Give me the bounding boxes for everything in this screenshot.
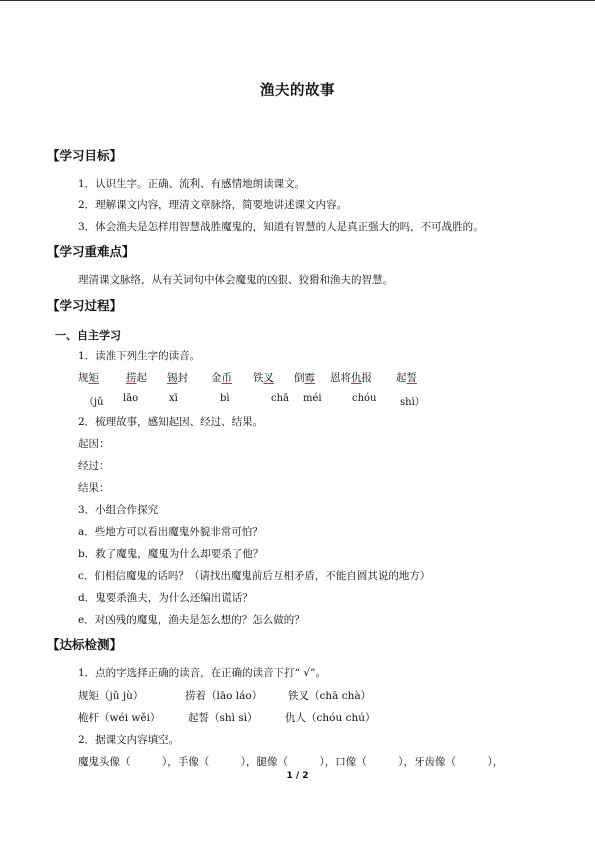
word-item: 锡封: [167, 372, 188, 384]
process-label: 经过：: [78, 460, 110, 472]
cause-label: 起因：: [78, 438, 110, 450]
question-1: 1．读准下列生字的读音。: [78, 350, 201, 362]
q3-item-d: d．鬼要杀渔夫，为什么还编出谎话？: [78, 592, 253, 604]
key-points-heading: 【学习重难点】: [47, 244, 135, 259]
goal-item-2: 2．理解课文内容，理清文章脉络，简要地讲述课文内容。: [78, 199, 348, 211]
pinyin-item: lāo: [123, 393, 139, 404]
word-item: 铁叉: [253, 372, 274, 384]
pinyin-item: （jǔ: [84, 397, 104, 408]
choice-item: 仇人（chóu chú）: [285, 712, 376, 724]
key-points-text: 理清课文脉络，从有关词句中体会魔鬼的凶狠、狡猾和渔夫的智慧。: [78, 274, 393, 286]
choice-item: 起誓（shì sì）: [188, 712, 258, 724]
process-heading: 【学习过程】: [47, 298, 123, 313]
q3-item-a: a．些地方可以看出魔鬼外貌非常可怕？: [78, 526, 263, 538]
page-number: 1 / 2: [286, 771, 309, 781]
choice-item: 规矩（jǔ jù）: [78, 690, 144, 702]
test-question-2: 2．据课文内容填空。: [78, 734, 180, 746]
word-item: 起誓: [396, 372, 417, 384]
pinyin-item: bì: [220, 393, 230, 404]
word-item: 金币: [211, 372, 232, 384]
question-3: 3．小组合作探究: [78, 504, 159, 516]
goals-heading: 【学习目标】: [47, 148, 123, 163]
fill-in-line: 魔鬼头像（ ），手像（ ），腿像（ ），口像（ ），牙齿像（ ），: [78, 756, 504, 768]
word-item: 倒霉: [294, 372, 315, 384]
goal-item-1: 1．认识生字。正确、流利、有感情地朗读课文。: [78, 178, 306, 190]
pinyin-item: xī: [169, 393, 178, 404]
pinyin-item: méi: [303, 393, 322, 404]
top-rule: [0, 0, 595, 1]
choice-item: 捞着（lāo láo）: [185, 690, 263, 702]
word-item: 规矩: [78, 372, 99, 384]
choice-item: 铁叉（chā chà）: [288, 690, 372, 702]
pinyin-item: shì）: [400, 397, 425, 408]
pinyin-item: chóu: [352, 393, 377, 404]
question-2: 2．梳理故事，感知起因、经过、结果。: [78, 416, 264, 428]
choice-item: 桅杆（wéi wěi）: [78, 712, 161, 724]
test-question-1: 1．点的字选择正确的读音，在正确的读音下打“ √”。: [78, 667, 326, 679]
q3-item-b: b．救了魔鬼，魔鬼为什么却要杀了他？: [78, 548, 264, 560]
word-item: 捞起: [126, 372, 147, 384]
document-title: 渔夫的故事: [260, 82, 335, 99]
test-heading: 【达标检测】: [47, 637, 123, 652]
q3-item-c: c．们相信魔鬼的话吗？（请找出魔鬼前后互相矛盾，不能自圆其说的地方）: [78, 570, 431, 582]
q3-item-e: e．对凶残的魔鬼，渔夫是怎么想的？怎么做的？: [78, 614, 305, 626]
self-study-subheading: 一、自主学习: [55, 329, 121, 342]
goal-item-3: 3．体会渔夫是怎样用智慧战胜魔鬼的，知道有智慧的人是真正强大的吗，不可战胜的。: [78, 221, 484, 233]
word-item: 恩将仇报: [330, 372, 372, 384]
result-label: 结果：: [78, 482, 110, 494]
pinyin-item: chā: [271, 393, 290, 404]
